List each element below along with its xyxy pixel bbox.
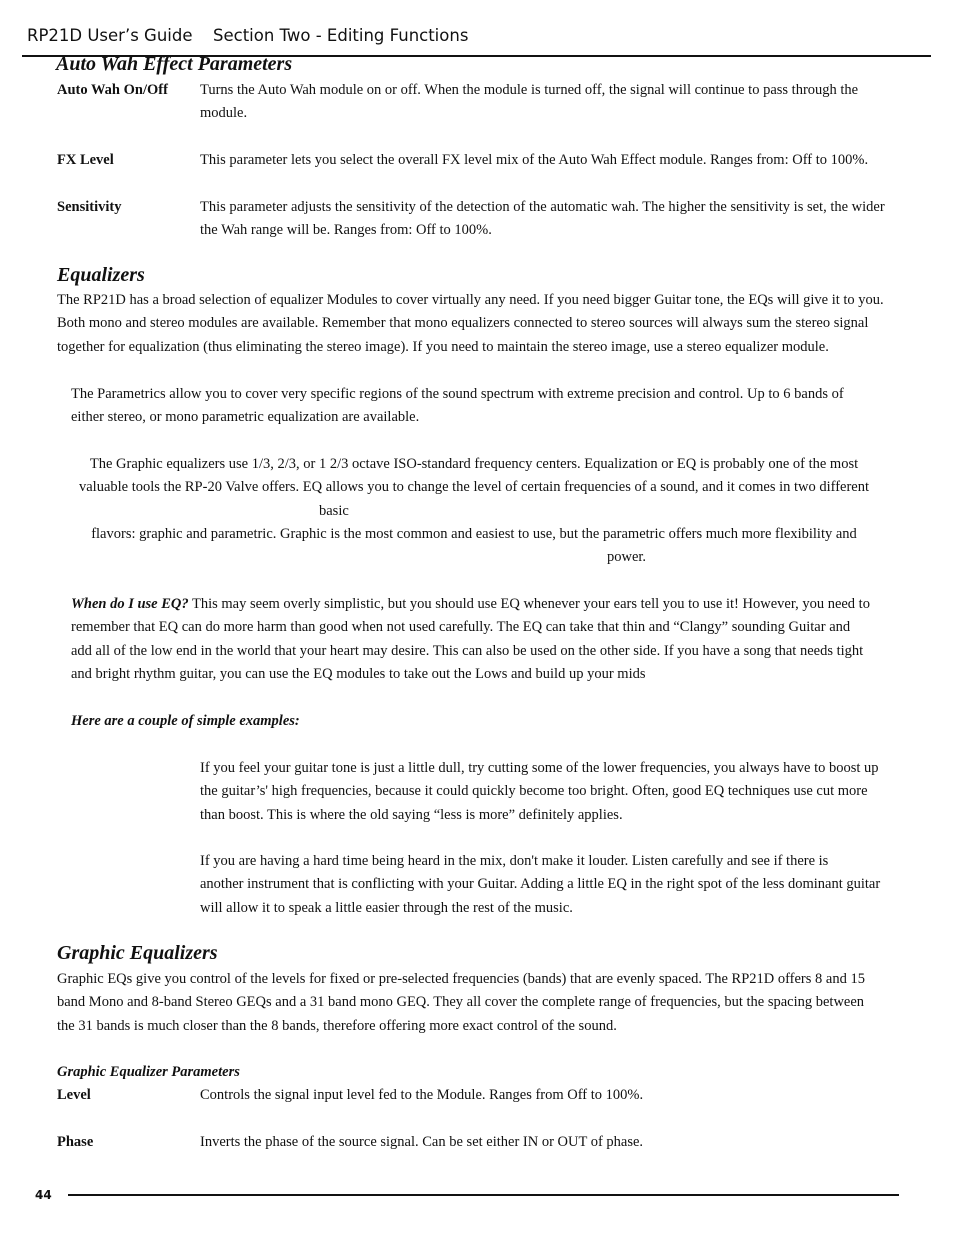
text-line: than boost. This is where the old saying “less is more” definitely applies. (200, 806, 623, 823)
footer-rule (68, 1194, 899, 1196)
page-number: 44 (35, 1188, 52, 1202)
text-line: This parameter adjusts the sensitivity of the detection of the automatic wah. The higher the sensitivity is set, the wider (200, 199, 885, 215)
examples-heading: Here are a couple of simple examples: (71, 713, 300, 729)
equalizers-heading: Equalizers (57, 264, 145, 286)
param-label-phase: Phase (57, 1134, 94, 1150)
graphic-eq-params-heading: Graphic Equalizer Parameters (57, 1064, 240, 1080)
text-line: valuable tools the RP-20 Valve offers. EQ allows you to change the level of certain frequencies of a sound, and it comes in two different (78, 479, 870, 496)
text-line: the Wah range will be. Ranges from: Off to 100%. (200, 222, 492, 239)
example-2 (200, 850, 910, 920)
text-line: module. (200, 105, 248, 122)
text-line: Turns the Auto Wah module on or off. When the module is turned off, the signal will continue to pass through the (200, 82, 859, 98)
text-line: If you are having a hard time being heard in the mix, don't make it louder. Listen carefully and see if there is (200, 853, 829, 869)
param-label-fx-level: FX Level (57, 152, 114, 168)
text-line: will allow it to speak a little easier through the rest of the music. (200, 899, 573, 916)
guide-title: RP21D User’s Guide (27, 26, 193, 45)
text-line: This may seem overly simplistic, but you should use EQ whenever your ears tell you to use it! However, you need to (188, 596, 870, 612)
text-line: The Parametrics allow you to cover very specific regions of the sound spectrum with extreme precision and control. Up to 6 bands of (71, 386, 844, 402)
text-line: This parameter lets you select the overall FX level mix of the Auto Wah Effect module. Ranges from: Off to 100%. (200, 152, 869, 168)
text-line: the 31 bands is much closer than the 8 bands, therefore offering more exact control of the sound. (57, 1017, 617, 1034)
text-line: power. (607, 549, 647, 565)
param-desc-fx-level (200, 149, 900, 172)
example-1 (200, 757, 910, 827)
text-line: The RP21D has a broad selection of equalizer Modules to cover virtually any need. If you need bigger Guitar tone, the EQs will give it to you. (57, 292, 884, 308)
text-line: the guitar’s' high frequencies, because it could quickly become too bright. Often, good EQ techniques use cut more (200, 783, 868, 800)
text-line: together for equalization (thus eliminating the stereo image). If you need to maintain the stereo image, use a stereo equalizer module. (57, 338, 829, 355)
text-line: If you feel your guitar tone is just a little dull, try cutting some of the lower frequencies, you always have to boost up (200, 760, 879, 776)
param-label-sensitivity: Sensitivity (57, 199, 122, 215)
when-paragraph (71, 593, 911, 687)
parametric-paragraph (71, 383, 911, 430)
when-label: When do I use EQ? (71, 596, 189, 612)
text-line: Graphic EQs give you control of the levels for fixed or pre-selected frequencies (bands) that are evenly spaced. The RP21D offers 8 and 15 (57, 971, 865, 987)
text-line: basic (319, 503, 349, 519)
param-desc-sensitivity (200, 196, 900, 243)
graphic-equalizers-heading: Graphic Equalizers (57, 942, 218, 964)
equalizers-intro (57, 289, 917, 359)
param-desc-auto-wah-on-off (200, 79, 900, 126)
param-desc-level: Controls the signal input level fed to the Module. Ranges from Off to 100%. (200, 1087, 644, 1103)
text-line: either stereo, or mono parametric equalization are available. (71, 409, 420, 426)
text-line: flavors: graphic and parametric. Graphic is the most common and easiest to use, but the parametric offers much more flexibility and (91, 526, 857, 542)
param-label-auto-wah-on-off: Auto Wah On/Off (57, 82, 168, 98)
text-line: and bright rhythm guitar, you can use the EQ modules to take out the Lows and build up your mids (71, 666, 646, 683)
param-label-level: Level (57, 1087, 91, 1103)
auto-wah-heading: Auto Wah Effect Parameters (56, 53, 293, 75)
text-line: remember that EQ can do more harm than good when not used carefully. The EQ can take that thin and “Clangy” sounding Guitar and (71, 619, 851, 636)
param-desc-phase: Inverts the phase of the source signal. Can be set either IN or OUT of phase. (200, 1134, 644, 1150)
text-line: another instrument that is conflicting with your Guitar. Adding a little EQ in the right spot of the less dominant guitar (200, 876, 881, 893)
text-line: band Mono and 8-band Stereo GEQs and a 31 band mono GEQ. They all cover the complete range of frequencies, but the spacing between (57, 994, 865, 1011)
graphic-paragraph (60, 453, 888, 500)
section-title: Section Two - Editing Functions (213, 26, 469, 45)
text-line: The Graphic equalizers use 1/3, 2/3, or 1 2/3 octave ISO-standard frequency centers. Equalization or EQ is probably one of the most (89, 456, 859, 472)
text-line: add all of the low end in the world that your heart may desire. This can also be used on the other side. If you have a song that needs tight (71, 642, 864, 659)
text-line: Both mono and stereo modules are available. Remember that mono equalizers connected to stereo sources will always sum the stereo signal (57, 315, 869, 332)
graphic-equalizers-intro (57, 968, 917, 1038)
